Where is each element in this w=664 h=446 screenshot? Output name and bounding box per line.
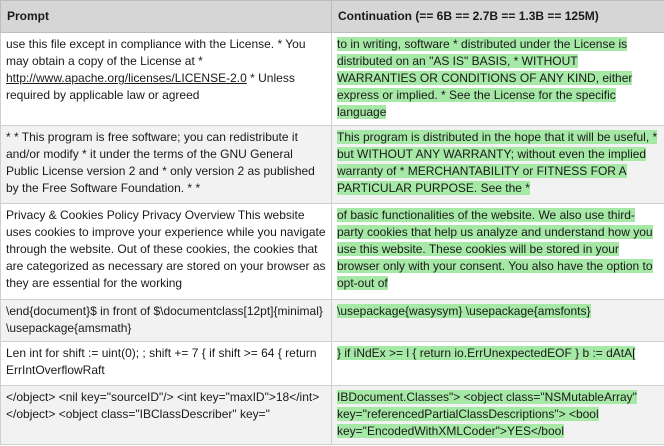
continuation-cell	[332, 126, 664, 204]
prompt-header: Prompt	[1, 1, 332, 33]
prompt-cell	[1, 300, 332, 342]
continuation-cell	[332, 300, 664, 342]
table-row	[1, 204, 664, 300]
prompt-text-after: * Unless required by applicable law or agreed	[6, 71, 295, 102]
prompt-cell	[1, 204, 332, 300]
prompt-text-before: use this file except in compliance with the License. * You may obtain a copy of the License at *	[6, 37, 306, 68]
prompt-text: \end{document}$ in front of $\documentclass[12pt]{minimal} \usepackage{amsmath}	[6, 304, 323, 335]
table-row	[1, 33, 664, 126]
continuation-cell	[332, 33, 664, 126]
table-row	[1, 126, 664, 204]
prompt-cell	[1, 386, 332, 445]
prompt-text: * * This program is free software; you can redistribute it and/or modify * it under the terms of the GNU General Public License version 2 and * only version 2 as published by the Free Software Foundation. * *	[6, 130, 315, 195]
prompt-text: Len int for shift := uint(0); ; shift += 7 { if shift >= 64 { return ErrIntOverflowRaft	[6, 346, 317, 377]
continuation-text: } if iNdEx >= l { return io.ErrUnexpectedEOF } b := dAtA[	[337, 346, 636, 360]
continuation-cell	[332, 386, 664, 445]
header-row	[1, 1, 664, 33]
prompt-cell	[1, 33, 332, 126]
continuation-text: to in writing, software * distributed under the License is distributed on an "AS IS" BASIS, * WITHOUT WARRANTIES OR CONDITIONS OF ANY KIND, either express or implied. * See the License for the specific language	[337, 37, 633, 119]
prompt-cell	[1, 126, 332, 204]
prompt-cell	[1, 342, 332, 386]
continuation-text: of basic functionalities of the website. We also use third-party cookies that help us analyze and understand how you use this website. These cookies will be stored in your browser only with your consent. You also have the option to opt-out of	[337, 208, 653, 290]
continuation-text: \usepackage{wasysym} \usepackage{amsfonts}	[337, 304, 591, 318]
continuation-cell	[332, 204, 664, 300]
continuation-text: This program is distributed in the hope that it will be useful, * but WITHOUT ANY WARRANTY; without even the implied warranty of * MERCHANTABILITY or FITNESS FOR A PARTICULAR PURPOSE. See the *	[337, 130, 658, 195]
license-link[interactable]: http://www.apache.org/licenses/LICENSE-2.0	[6, 71, 247, 85]
continuation-header: Continuation (== 6B == 2.7B == 1.3B == 125M)	[332, 1, 664, 33]
prompt-text: Privacy & Cookies Policy Privacy Overview This website uses cookies to improve your experience while you navigate through the website. Out of these cookies, the cookies that are categorized as necessary are stored on your browser as they are essential for the working	[6, 208, 326, 290]
continuation-text: IBDocument.Classes"> <object class="NSMutableArray" key="referencedPartialClassDescriptions"> <bool key="EncodedWithXMLCoder">YES</bool	[337, 390, 637, 438]
table-row	[1, 300, 664, 342]
table-row	[1, 386, 664, 445]
prompt-text: </object> <nil key="sourceID"/> <int key="maxID">18</int> </object> <object class="IBClassDescriber" key="	[6, 390, 320, 421]
continuation-cell	[332, 342, 664, 386]
table-row	[1, 342, 664, 386]
